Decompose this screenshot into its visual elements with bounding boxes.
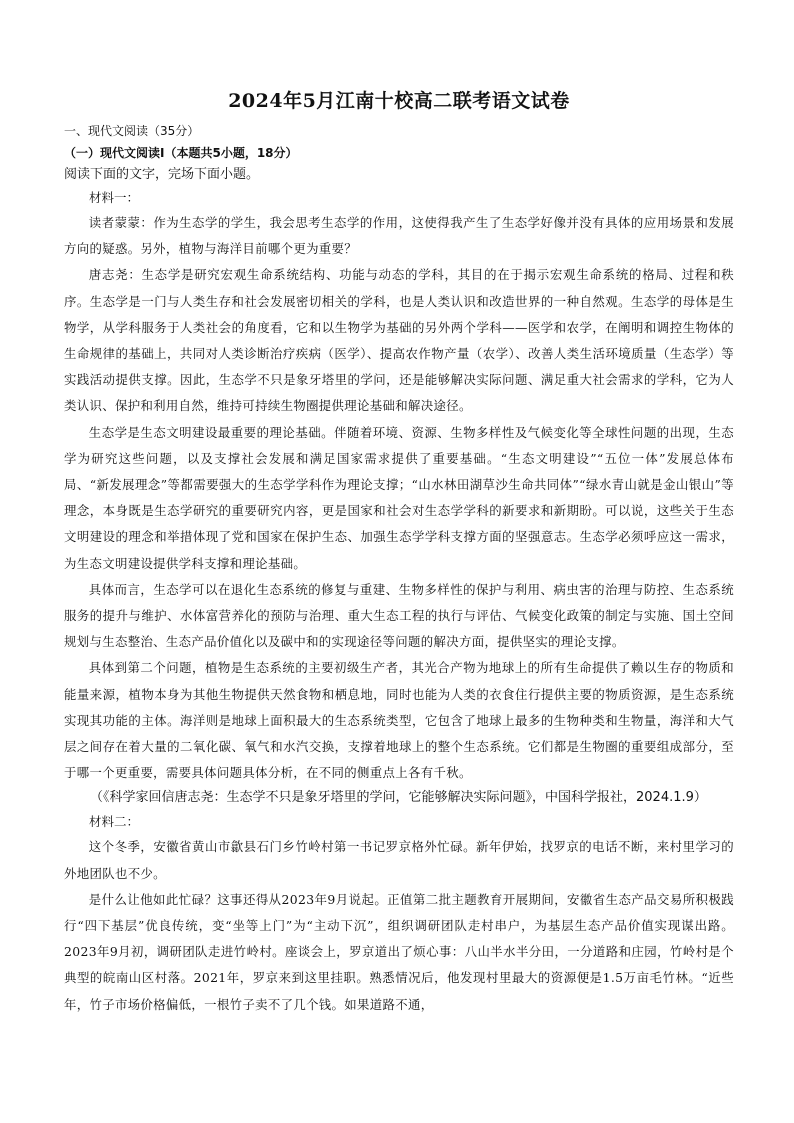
material-1-label: 材料一： bbox=[89, 190, 140, 205]
exam-page bbox=[64, 88, 734, 1018]
material-1-paragraph: 唐志尧：生态学是研究宏观生命系统结构、功能与动态的学科，其目的在于揭示宏观生命系统的格局、过程和秩序。生态学是一门与人类生存和社会发展密切相关的学科，也是人类认识和改造世界的一种自然观。生态学的母体是生物学，从学科服务于人类社会的角度看，它和以生物学为基础的另外两个学科——医学和农学，在阐明和调控生物体的生命规律的基础上，共同对人类诊断治疗疾病（医学）、提高农作物产量（农学）、改善人类生活环境质量（生态学）等实践活动提供支撑。因此，生态学不只是象牙塔里的学问，还是能够解决实际问题、满足重大社会需求的学科，它为人类认识、保护和利用自然，维持可持续生物圈提供理论基础和解决途径。 bbox=[64, 267, 734, 414]
material-2-paragraph: 这个冬季，安徽省黄山市歙县石门乡竹岭村第一书记罗京格外忙碌。新年伊始，找罗京的电话不断，来村里学习的外地团队也不少。 bbox=[64, 839, 734, 881]
section-heading: 一、现代文阅读（35分） bbox=[64, 124, 200, 138]
material-1-source: （《科学家回信唐志尧：生态学不只是象牙塔里的学问，它能够解决实际问题》，中国科学报社，2024.1.9） bbox=[90, 790, 707, 806]
material-1-paragraph: 读者蒙蒙：作为生态学的学生，我会思考生态学的作用，这使得我产生了生态学好像并没有具体的应用场景和发展方向的疑惑。另外，植物与海洋目前哪个更为重要？ bbox=[64, 215, 734, 257]
exam-title: 2024年5月江南十校高二联考语文试卷 bbox=[228, 90, 570, 112]
material-1-paragraph: 具体到第二个问题，植物是生态系统的主要初级生产者，其光合产物为地球上的所有生命提供了赖以生存的物质和能量来源，植物本身为其他生物提供天然食物和栖息地，同时也能为人类的衣食住行提供主要的物质资源，是生态系统实现其功能的主体。海洋则是地球上面积最大的生态系统类型，它包含了地球上最多的生物种类和生物量，海洋和大气层之间存在着大量的二氧化碳、氧气和水汽交换，支撑着地球上的整个生态系统。它们都是生物圈的重要组成部分，至于哪一个更重要，需要具体问题具体分析，在不同的侧重点上各有千秋。 bbox=[64, 660, 734, 781]
material-1-paragraph: 生态学是生态文明建设最重要的理论基础。伴随着环境、资源、生物多样性及气候变化等全球性问题的出现，生态学为研究这些问题，以及支撑社会发展和满足国家需求提供了重要基础。“生态文明建设”“五位一体”发展总体布局、“新发展理念”等都需要强大的生态学学科作为理论支撑；“山水林田湖草沙生命共同体”“绿水青山就是金山银山”等理念，本身既是生态学研究的重要研究内容，更是国家和社会对生态学学科的新要求和新期盼。可以说，这些关于生态文明建设的理念和举措体现了党和国家在保护生态、加强生态学学科支撑方面的坚强意志。生态学必须呼应这一需求，为生态文明建设提供学科支撑和理论基础。 bbox=[64, 424, 734, 571]
material-2-paragraph: 是什么让他如此忙碌？这事还得从2023年9月说起。正值第二批主题教育开展期间，安徽省生态产品交易所积极践行“四下基层”优良传统，变“坐等上门”为“主动下沉”，组织调研团队走村串户，为基层生态产品价值实现谋出路。2023年9月初，调研团队走进竹岭村。座谈会上，罗京道出了烦心事：八山半水半分田，一分道路和庄园，竹岭村是个典型的皖南山区村落。2021年，罗京来到这里挂职。熟悉情况后，他发现村里最大的资源便是1.5万亩毛竹林。“近些年，竹子市场价格偏低，一根竹子卖不了几个钱。如果道路不通， bbox=[64, 891, 734, 1012]
material-1-paragraph: 具体而言，生态学可以在退化生态系统的修复与重建、生物多样性的保护与利用、病虫害的治理与防控、生态系统服务的提升与维护、水体富营养化的预防与治理、重大生态工程的执行与评估、气候变化政策的制定与实施、国土空间规划与生态整治、生态产品价值化以及碳中和的实现途径等问题的解决方面，提供坚实的理论支撑。 bbox=[64, 581, 734, 650]
reading-instruction: 阅读下面的文字，完场下面小题。 bbox=[64, 167, 260, 182]
material-2-label: 材料二： bbox=[89, 814, 140, 830]
subsection-heading: （一）现代文阅读Ⅰ（本题共5小题，18分） bbox=[64, 146, 298, 160]
